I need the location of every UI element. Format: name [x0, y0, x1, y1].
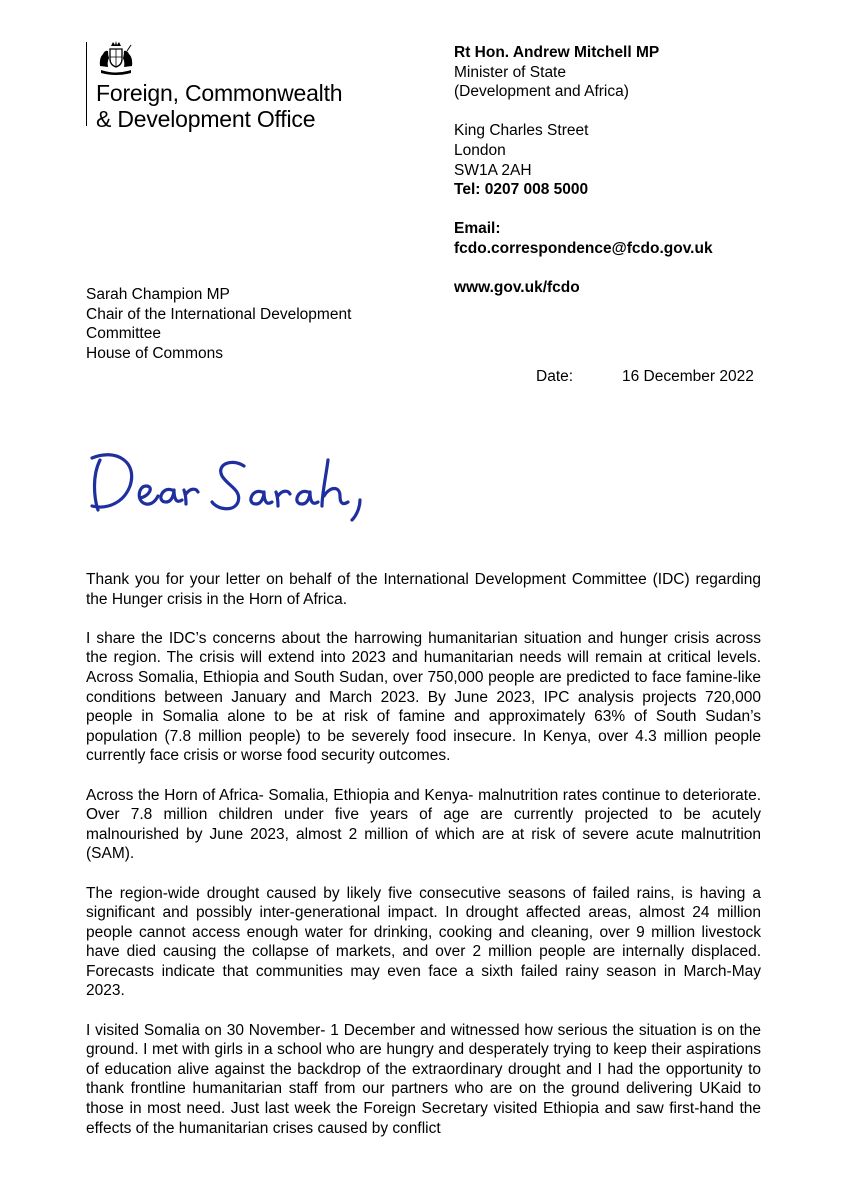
- date-label: Date:: [536, 368, 574, 385]
- body-paragraph-1: Thank you for your letter on behalf of the International Development Committee (IDC) regarding the Hunger crisis in the Horn of Africa.: [86, 571, 761, 608]
- body-paragraph-4: The region-wide drought caused by likely five consecutive seasons of failed rains, is having a significant and possibly inter-generational impact. In drought affected areas, almost 24 million people cannot access enough water for drinking, cooking and cleaning, over 9 million livestock have died causing the collapse of markets, and over 2 million people are internally displaced. Forecasts indicate that communities may even face a sixth failed rainy season in March-May 2023.: [86, 884, 761, 1000]
- date-value: 16 December 2022: [622, 368, 754, 385]
- sender-postcode: SW1A 2AH: [454, 161, 532, 179]
- sender-email-label: Email:: [454, 220, 501, 238]
- sender-role-line-1: Minister of State: [454, 63, 566, 81]
- royal-coat-of-arms-icon: [96, 40, 136, 76]
- letter-body: [86, 570, 761, 1158]
- recipient-line-3: Committee: [86, 325, 161, 343]
- sender-telephone: Tel: 0207 008 5000: [454, 181, 589, 199]
- letterhead-rule: [86, 42, 87, 126]
- sender-block: [454, 43, 713, 298]
- recipient-line-1: Sarah Champion MP: [86, 286, 230, 303]
- sender-address-line-2: London: [454, 141, 506, 159]
- organisation-name-line-1: Foreign, Commonwealth: [96, 80, 343, 106]
- organisation-name-line-2: & Development Office: [96, 106, 316, 132]
- body-paragraph-3: Across the Horn of Africa- Somalia, Ethiopia and Kenya- malnutrition rates continue to deteriorate. Over 7.8 million children under five years of age are currently projected to be acutely malnourished by June 2023, almost 2 million of which are at risk of severe acute malnutrition (SAM).: [86, 786, 761, 863]
- sender-name: Rt Hon. Andrew Mitchell MP: [454, 44, 660, 61]
- sender-website[interactable]: www.gov.uk/fcdo: [454, 279, 580, 297]
- sender-role-line-2: (Development and Africa): [454, 83, 629, 101]
- handwritten-salutation: [86, 440, 366, 530]
- recipient-block: [86, 285, 351, 363]
- body-paragraph-2: I share the IDC’s concerns about the harrowing humanitarian situation and hunger crisis across the region. The crisis will extend into 2023 and humanitarian needs will remain at critical levels. Across Somalia, Ethiopia and South Sudan, over 750,000 people are predicted to face famine-like conditions between January and March 2023. By June 2023, IPC analysis projects 720,000 people in Somalia alone to be at risk of famine and approximately 63% of South Sudan’s population (7.8 million people) to be severely food insecure. In Kenya, over 4.3 million people currently face crisis or worse food security outcomes.: [86, 629, 761, 765]
- organisation-name: [96, 80, 342, 132]
- sender-address-line-1: King Charles Street: [454, 122, 589, 140]
- recipient-line-2: Chair of the International Development: [86, 305, 352, 323]
- recipient-line-4: House of Commons: [86, 344, 223, 362]
- sender-email[interactable]: fcdo.correspondence@fcdo.gov.uk: [454, 239, 713, 257]
- salutation-text: Dear Sarah,: [86, 440, 92, 441]
- body-paragraph-5: I visited Somalia on 30 November- 1 December and witnessed how serious the situation is on the ground. I met with girls in a school who are hungry and desperately trying to keep their aspirations of education alive against the backdrop of the extraordinary drought and I had the opportunity to thank frontline humanitarian staff from our partners who are on the ground delivering UKaid to those in most need. Just last week the Foreign Secretary visited Ethiopia and saw first-hand the effects of the humanitarian crises caused by conflict: [86, 1021, 761, 1137]
